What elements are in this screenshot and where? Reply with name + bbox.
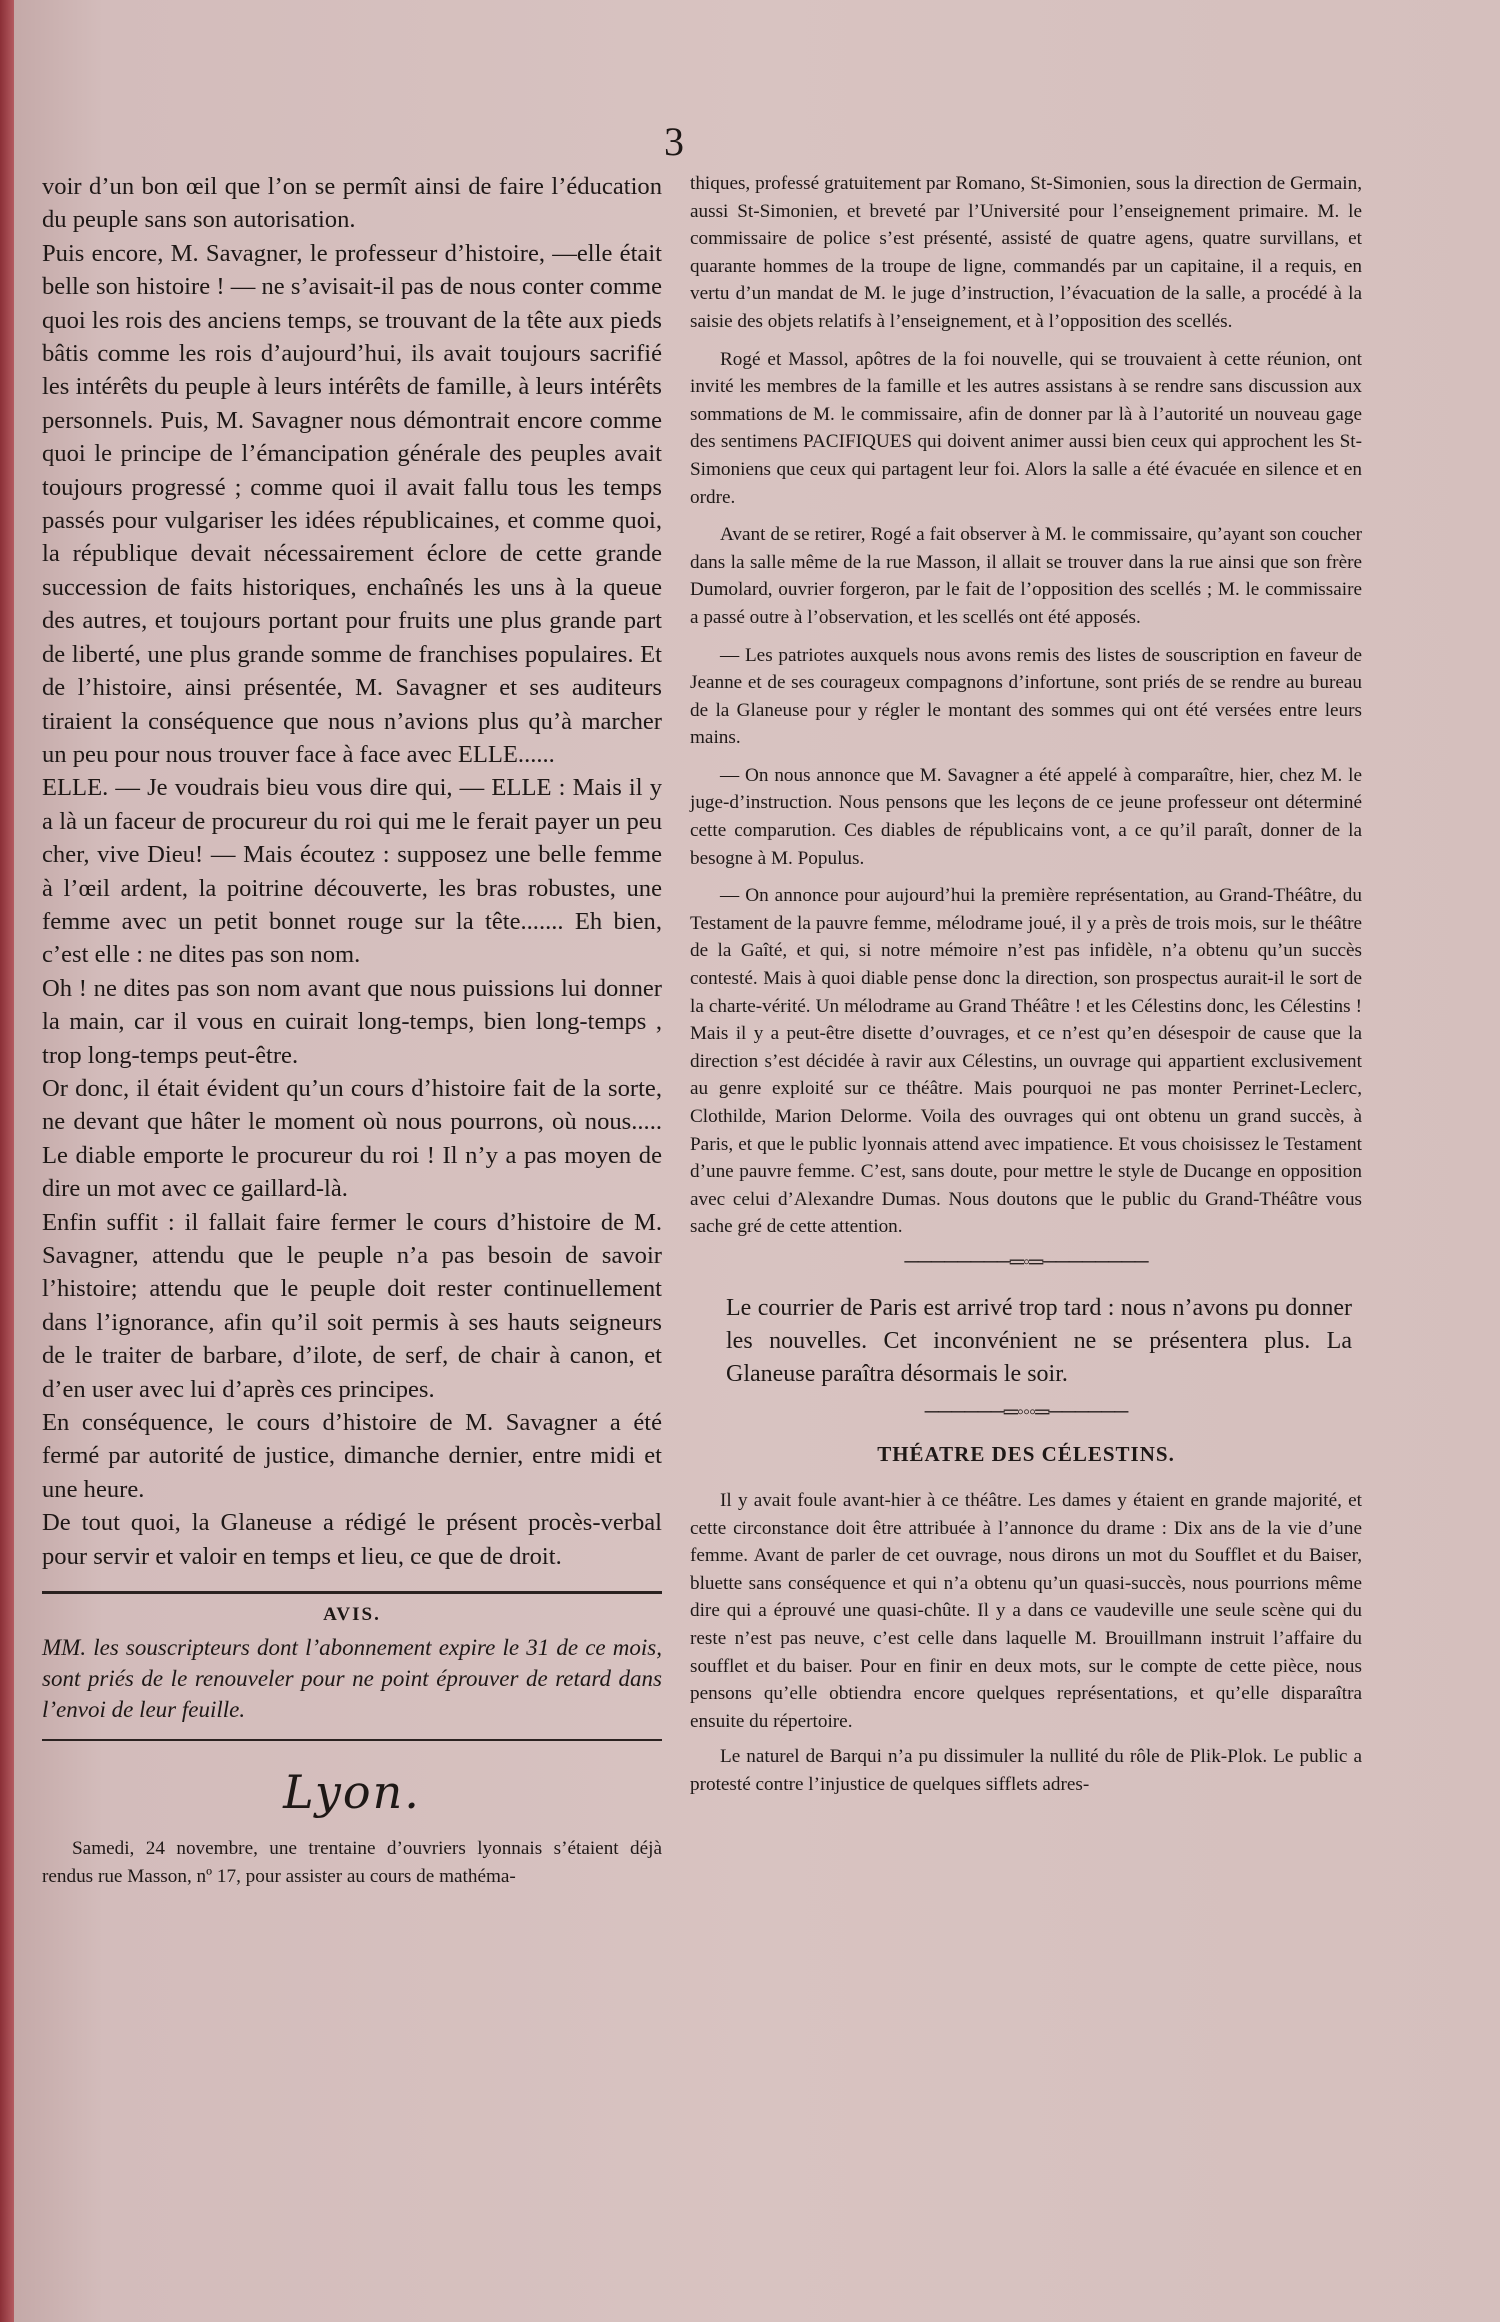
ornament-divider: ──────═◦◦◦═────── <box>924 1400 1128 1423</box>
ornament-divider: ────────═◦═──────── <box>904 1250 1148 1273</box>
right-paragraph: — Les patriotes auxquels nous avons remis des listes de souscription en faveur de Jeanne et de ses courageux compagnons d’infortune, sont priés de se rendre au bureau de la Glaneuse pour y régler le montant des sommes qui ont été versées entre leurs mains. <box>690 644 1362 749</box>
newspaper-page <box>14 0 1500 2322</box>
right-paragraph: Rogé et Massol, apôtres de la foi nouvelle, qui se trouvaient à cette réunion, ont invité les membres de la famille et les autres assistans à se rendre sans discussion aux sommations de M. le commissaire, afin de donner par là à l’autorité un nouveau gage des sentimens PACIFIQUES qui doivent animer aussi bien ceux qui approchent les St-Simoniens que ceux qui partagent leur foi. Alors la salle a été évacuée en silence et en ordre. <box>690 348 1362 508</box>
left-column <box>42 170 662 1900</box>
section-divider <box>42 1739 662 1741</box>
binding-edge <box>0 0 14 2322</box>
avis-heading: AVIS. <box>323 1604 381 1626</box>
lyon-heading: Lyon. <box>283 1765 421 1820</box>
right-paragraph: — On nous annonce que M. Savagner a été appelé à comparaître, hier, chez M. le juge-d’instruction. Nous pensons que les leçons de ce jeune professeur ont déterminé cette comparution. Ces diables de républicains vont, a ce qu’il paraît, donner de la besogne à M. Populus. <box>690 764 1362 869</box>
theatre-paragraph: Il y avait foule avant-hier à ce théâtre. Les dames y étaient en grande majorité, et cette circonstance doit être attribuée à l’annonce du drame : Dix ans de la vie d’une femme. Avant de parler de cet ouvrage, nous dirons un mot du Soufflet et du Baiser, bluette sans conséquence et qui n’a obtenu qu’un quasi-succès, nous pourrions même dire qui a éprouvé une quasi-chûte. Il y a dans ce vaudeville une seule scène qui du reste n’est pas neuve, c’est celle dans laquelle M. Brouillmann instruit l’affaire du soufflet et du baiser. Pour en finir en deux mots, sur le compte de cette pièce, nous pensons qu’elle obtiendra encore quelques représentations, et qu’elle disparaîtra ensuite du répertoire. <box>690 1489 1362 1732</box>
right-paragraph: thiques, professé gratuitement par Romano, St-Simonien, sous la direction de Germain, aussi St-Simonien, et breveté par l’Université pour l’enseignement primaire. M. le commissaire de police s’est présenté, assisté de quatre agens, quatre survillans, et quarante hommes de la troupe de ligne, commandés par un capitaine, il a requis, en vertu d’un mandat de M. le juge d’instruction, l’évacuation de la salle, a procédé à la saisie des objets relatifs à l’enseignement, et à l’opposition des scellés. <box>690 173 1362 332</box>
left-paragraph: voir d’un bon œil que l’on se permît ainsi de faire l’éducation du peuple sans son autorisation. <box>42 173 662 234</box>
lyon-paragraph: Samedi, 24 novembre, une trentaine d’ouvriers lyonnais s’étaient déjà rendus rue Masson, nº 17, pour assister au cours de mathéma- <box>42 1838 662 1887</box>
left-paragraph: Or donc, il était évident qu’un cours d’histoire fait de la sorte, ne devant que hâter le moment où nous pourrons, où nous..... Le diable emporte le procureur du roi ! Il n’y a pas moyen de dire un mot avec ce gaillard-là. <box>42 1074 662 1203</box>
right-paragraph: Avant de se retirer, Rogé a fait observer à M. le commissaire, qu’ayant son coucher dans la salle même de la rue Masson, il allait se trouver dans la rue ainsi que son frère Dumolard, ouvrier forgeron, par le fait de l’opposition des scellés ; M. le commissaire a passé outre à l’observation, et les scellés ont été apposés. <box>690 524 1362 628</box>
courrier-notice: Le courrier de Paris est arrivé trop tard : nous n’avons pu donner les nouvelles. Cet inconvénient ne se présentera plus. La Glaneuse paraîtra désormais le soir. <box>726 1294 1352 1387</box>
left-paragraph: En conséquence, le cours d’histoire de M. Savagner a été fermé par autorité de justice, dimanche dernier, entre midi et une heure. <box>42 1409 662 1503</box>
left-paragraph: Oh ! ne dites pas son nom avant que nous puissions lui donner la main, car il vous en cuirait long-temps, bien long-temps , trop long-temps peut-être. <box>42 974 662 1069</box>
left-paragraph: Puis encore, M. Savagner, le professeur d’histoire, —elle était belle son histoire ! — ne s’avisait-il pas de nous conter comme quoi les rois des anciens temps, se trouvant de la tête aux pieds bâtis comme les rois d’aujourd’hui, ils avait toujours sacrifié les intérêts du peuple à leurs intérêts de famille, à leurs intérêts personnels. Puis, M. Savagner nous démontrait encore comme quoi le principe de l’émancipation générale des peuples avait toujours progressé ; comme quoi il avait fallu tous les temps passés pour vulgariser les idées républicaines, et comme quoi, la république devait nécessairement éclore de cette grande succession de faits historiques, enchaînés les uns à la queue des autres, et toujours portant pour fruits une plus grande part de liberté, une plus grande somme de franchises populaires. Et de l’histoire, ainsi présentée, M. Savagner et ses auditeurs tiraient la conséquence que nous n’avions plus qu’à marcher un peu pour nous trouver face à face avec ELLE...... <box>42 239 662 768</box>
left-paragraph: Enfin suffit : il fallait faire fermer le cours d’histoire de M. Savagner, attendu que le peuple n’a pas besoin de savoir l’histoire; attendu que le peuple doit rester continuellement dans l’ignorance, afin qu’il soit permis à ses hauts seigneurs de le traiter de barbare, d’ilote, de serf, de chair à canon, et d’en user avec lui d’après ces principes. <box>42 1208 662 1403</box>
section-divider <box>42 1591 662 1594</box>
right-column <box>690 170 1362 1807</box>
page-number: 3 <box>664 119 684 164</box>
theatre-heading: THÉATRE DES CÉLESTINS. <box>877 1441 1175 1466</box>
theatre-paragraph: Le naturel de Barqui n’a pu dissimuler la nullité du rôle de Plik-Plok. Le public a protesté contre l’injustice de quelques sifflets adres- <box>690 1746 1362 1795</box>
left-paragraph: De tout quoi, la Glaneuse a rédigé le présent procès-verbal pour servir et valoir en temps et lieu, ce que de droit. <box>42 1509 662 1570</box>
right-paragraph: — On annonce pour aujourd’hui la première représentation, au Grand-Théâtre, du Testament de la pauvre femme, mélodrame joué, il y a près de trois mois, sur le théâtre de la Gaîté, et qui, si notre mémoire n’est pas infidèle, n’a obtenu qu’un succès contesté. Mais à quoi diable pense donc la direction, son prospectus aurait-il le sort de la charte-vérité. Un mélodrame au Grand Théâtre ! et les Célestins donc, les Célestins ! Mais il y a peut-être disette d’ouvrages, et ce n’est qu’en désespoir de cause que la direction s’est décidée à ravir aux Célestins, un ouvrage qui appartient exclusivement au genre exploité sur ce théâtre. Mais pourquoi ne pas monter Perrinet-Leclerc, Clothilde, Marion Delorme. Voila des ouvrages qui ont obtenu un grand succès, à Paris, et que le public lyonnais attend avec impatience. Et vous choisissez le Testament d’une pauvre femme. C’est, sans doute, pour mettre le style de Ducange en opposition avec celui d’Alexandre Dumas. Nous doutons que le public du Grand-Théâtre vous sache gré de cette attention. <box>690 885 1362 1238</box>
left-paragraph: ELLE. — Je voudrais bieu vous dire qui, — ELLE : Mais il y a là un faceur de procureur du roi qui me le ferait payer un peu cher, vive Dieu! — Mais écoutez : supposez une belle femme à l’œil ardent, la poitrine découverte, les bras robustes, une femme avec un petit bonnet rouge sur la tête....... Eh bien, c’est elle : ne dites pas son nom. <box>42 774 662 969</box>
avis-text: MM. les souscripteurs dont l’abonnement expire le 31 de ce mois, sont priés de le renouveler pour ne point éprouver de retard dans l’envoi de leur feuille. <box>42 1635 662 1723</box>
